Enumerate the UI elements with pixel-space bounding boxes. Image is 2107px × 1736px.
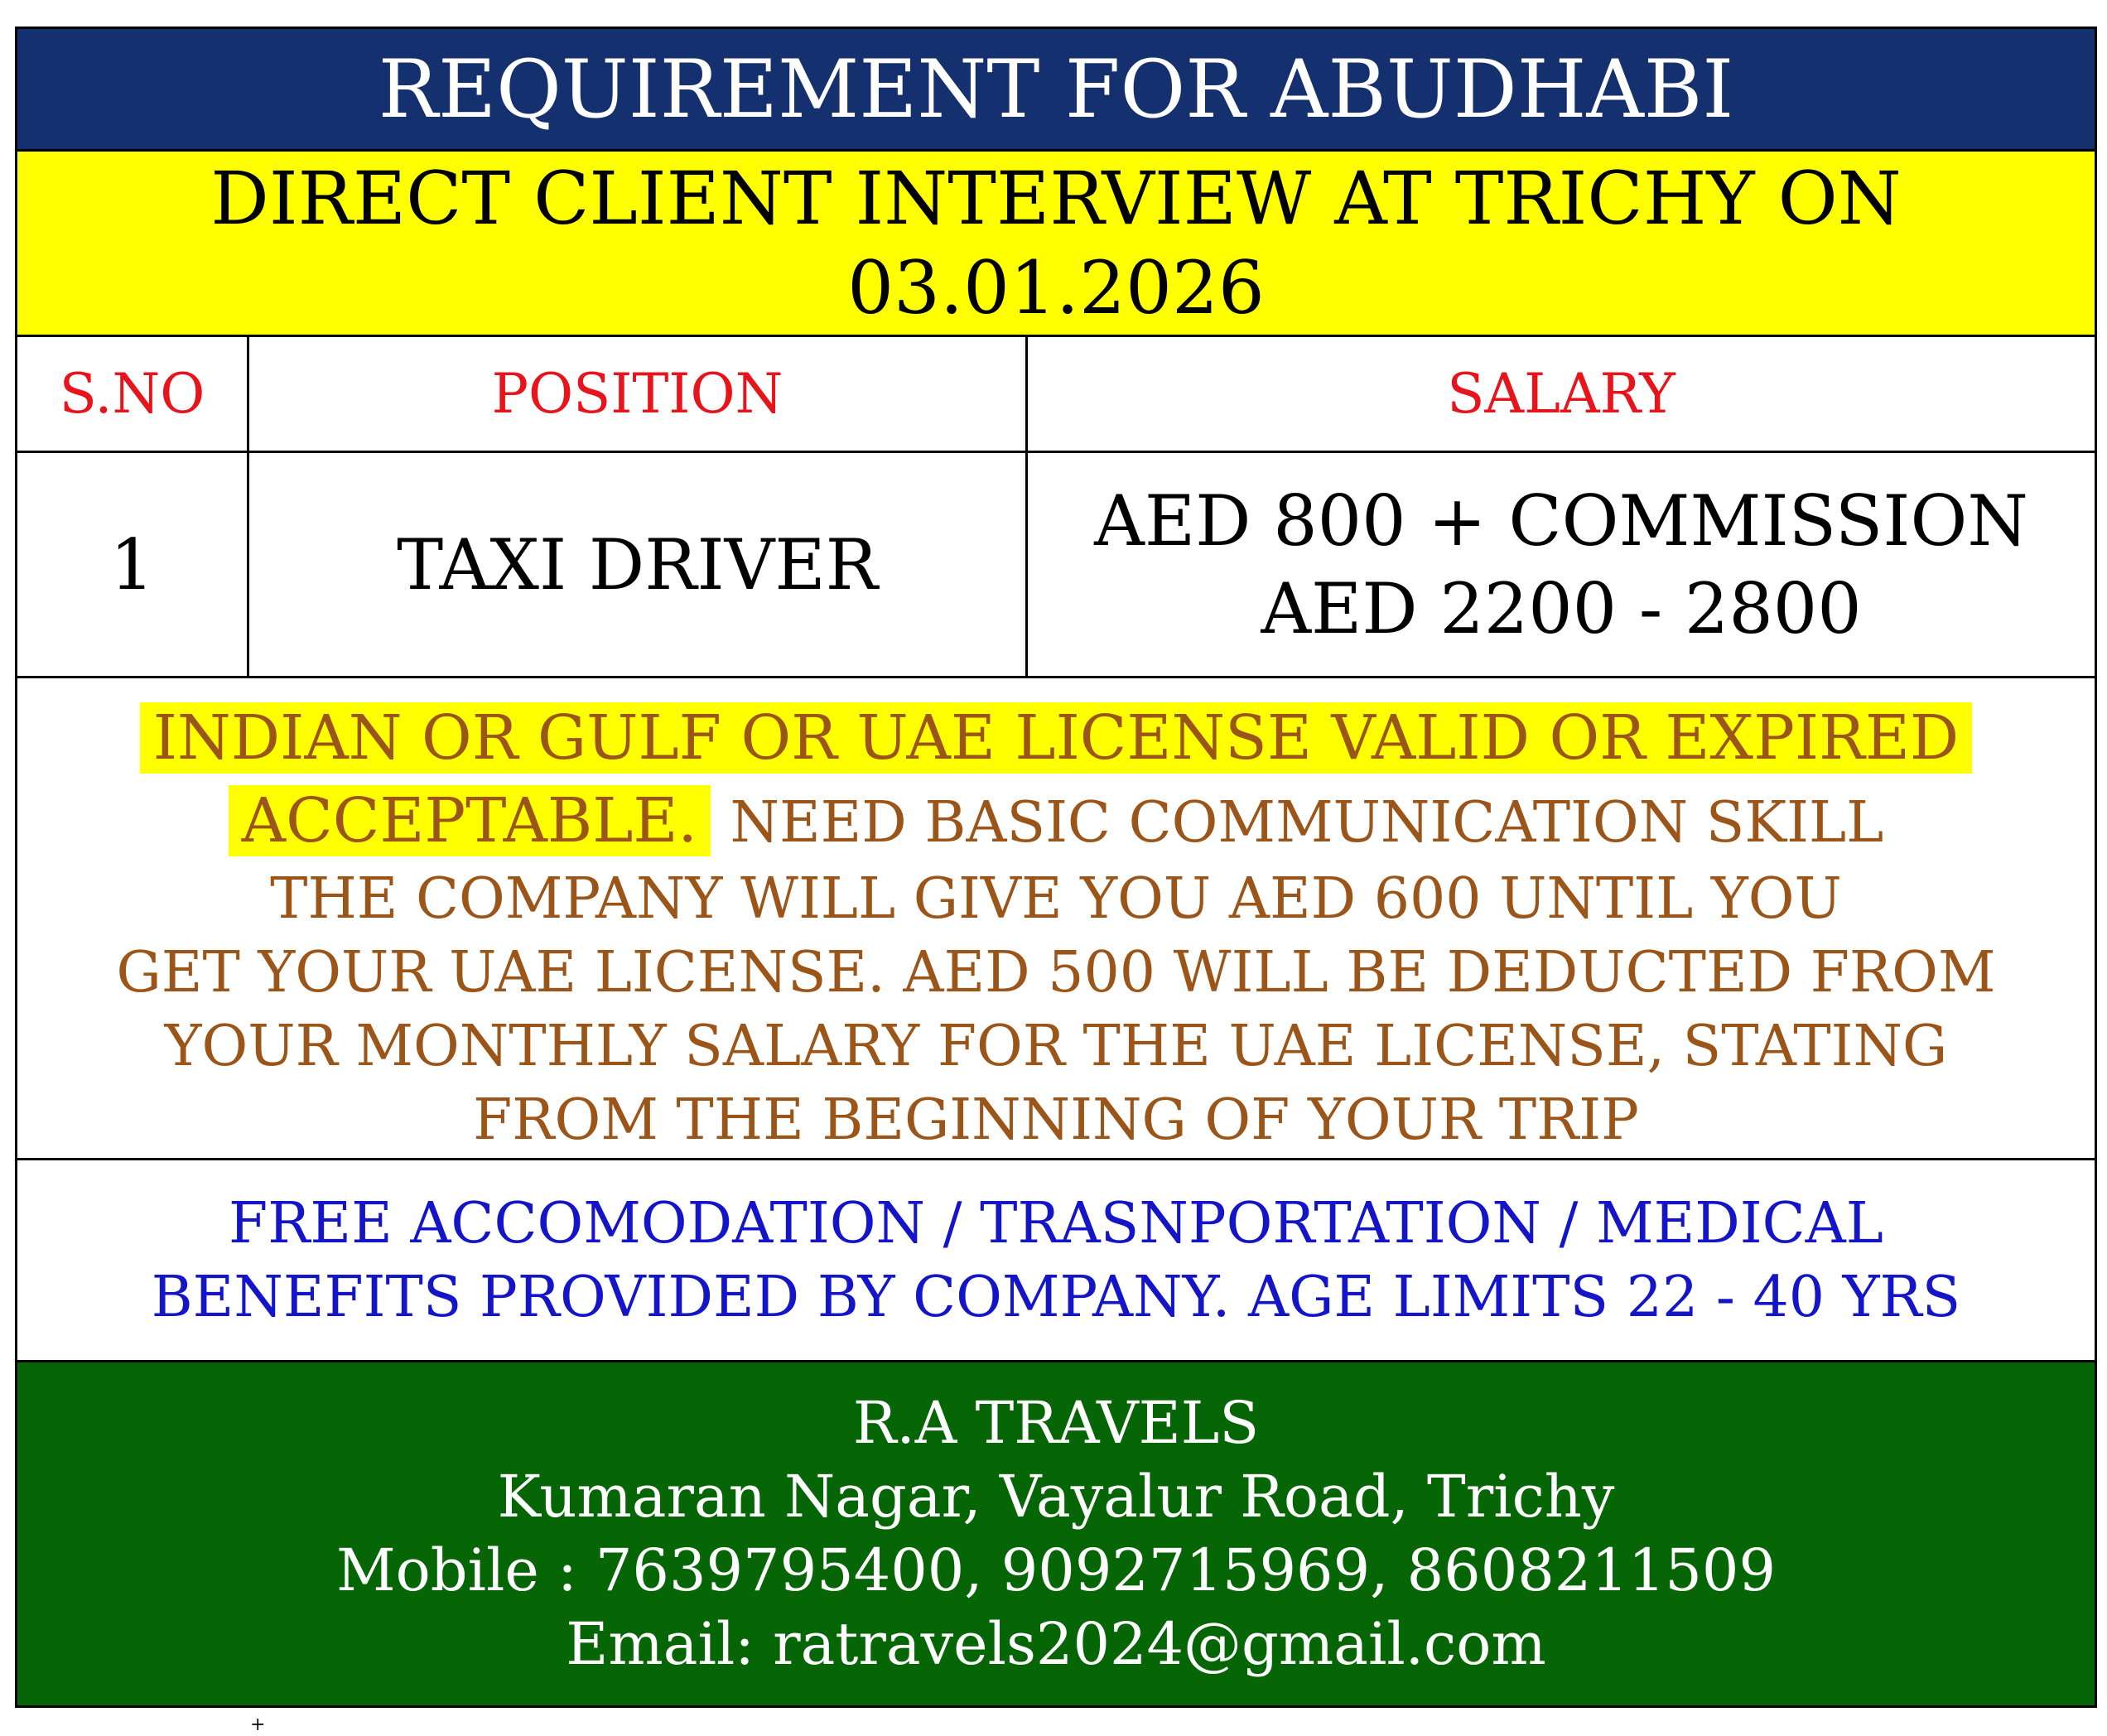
row-sno: 1 <box>17 453 249 676</box>
salary-base: AED 800 + COMMISSION <box>1094 480 2028 562</box>
flyer-title: REQUIREMENT FOR ABUDHABI <box>378 42 1734 136</box>
license-info <box>17 678 2095 1160</box>
contact-block <box>17 1362 2095 1705</box>
company-email: Email: ratravels2024@gmail.com <box>566 1610 1546 1678</box>
company-mobile: Mobile : 7639795400, 9092715969, 8608211509 <box>335 1536 1776 1604</box>
communication-skill: NEED BASIC COMMUNICATION SKILL <box>730 790 1884 856</box>
benefits-info <box>17 1160 2095 1362</box>
interview-line: DIRECT CLIENT INTERVIEW AT TRICHY ON <box>210 155 1902 241</box>
acceptable-highlight: ACCEPTABLE. <box>229 785 711 856</box>
license-highlight: INDIAN OR GULF OR UAE LICENSE VALID OR EXPIRED <box>140 702 1972 774</box>
header-position: POSITION <box>249 337 1028 451</box>
benefits-line: FREE ACCOMODATION / TRASNPORTATION / MEDICAL <box>229 1190 1883 1256</box>
header-sno: S.NO <box>17 337 249 451</box>
license-deduction: GET YOUR UAE LICENSE. AED 500 WILL BE DEDUCTED FROM <box>116 940 1996 1005</box>
job-flyer <box>15 27 2097 1708</box>
license-trip-note: FROM THE BEGINNING OF YOUR TRIP <box>473 1087 1639 1153</box>
table-row <box>17 453 2095 678</box>
footer-mark: + <box>250 1714 266 1735</box>
interview-date: 03.01.2026 <box>847 244 1265 330</box>
row-position: TAXI DRIVER <box>249 453 1028 676</box>
interview-banner <box>17 152 2095 337</box>
license-allowance: THE COMPANY WILL GIVE YOU AED 600 UNTIL YOU <box>270 866 1842 932</box>
header-salary: SALARY <box>1447 362 1675 426</box>
company-address: Kumaran Nagar, Vayalur Road, Trichy <box>497 1463 1615 1531</box>
title-banner <box>17 29 2095 152</box>
age-limit-line: BENEFITS PROVIDED BY COMPANY. AGE LIMITS 22 - 40 YRS <box>151 1264 1961 1330</box>
salary-range: AED 2200 - 2800 <box>1261 567 1862 649</box>
table-header <box>17 337 2095 453</box>
row-salary <box>1028 453 2095 676</box>
license-salary-note: YOUR MONTHLY SALARY FOR THE UAE LICENSE, STATING <box>164 1014 1948 1079</box>
company-name: R.A TRAVELS <box>852 1389 1260 1457</box>
